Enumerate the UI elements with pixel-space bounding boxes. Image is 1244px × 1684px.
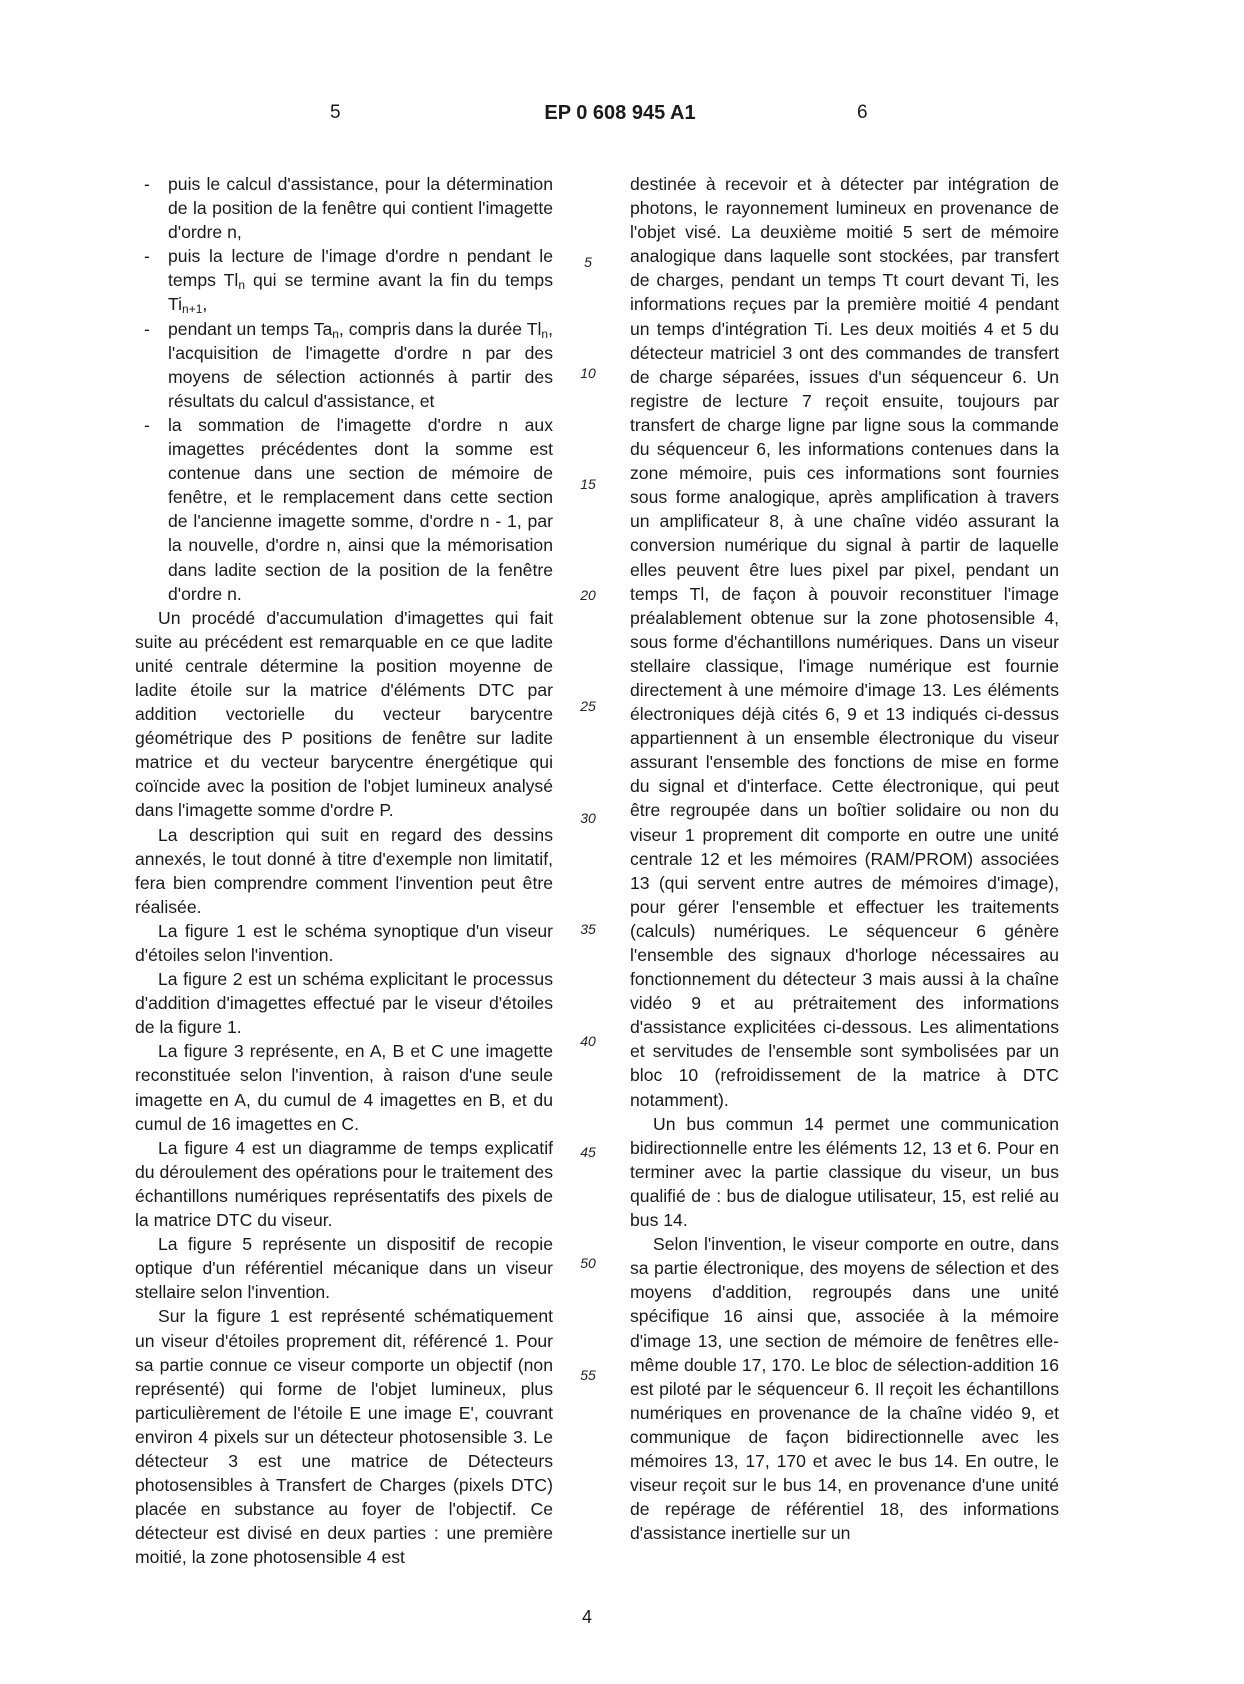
subscript: n+1 [182,302,203,317]
line-number: 10 [580,365,596,381]
header-left-page-number: 5 [330,102,341,123]
subscript: n [541,326,549,341]
paragraph: La figure 4 est un diagramme de temps explicatif du déroulement des opérations pour le traitement des échantillons numériques représentatifs des pixels de la matrice DTC du viseur. [135,1137,553,1231]
line-number: 35 [580,921,596,937]
list-item-text: qui se termine avant la fin du temps Ti [168,270,553,315]
list-item [135,413,553,606]
paragraph: Sur la figure 1 est représenté schématiquement un viseur d'étoiles proprement dit, référencé 1. Pour sa partie connue ce viseur comporte un objectif (non représenté) qui forme de l'objet lumineux, plus particulièrement de l'étoile E une image E', couvrant environ 4 pixels sur un détecteur photosensible 3. Le détecteur 3 est une matrice de Détecteurs photosensibles à Transfert de Charges (pixels DTC) placée en substance au foyer de l'objectif. Ce détecteur est divisé en deux parties : une première moitié, la zone photosensible 4 est [135,1306,553,1568]
list-item-text: , l'acquisition de l'imagette d'ordre n par des moyens de sélection actionnés à partir des résultats du calcul d'assistance, et [168,318,553,411]
paragraph: La figure 1 est le schéma synoptique d'un viseur d'étoiles selon l'invention. [135,920,553,965]
paragraph: Un procédé d'accumulation d'imagettes qui fait suite au précédent est remarquable en ce que ladite unité centrale détermine la position moyenne de ladite étoile sur la matrice d'éléments DTC par addition vectorielle du vecteur barycentre géométrique des P positions de fenêtre sur ladite matrice et du vecteur barycentre énergétique qui coïncide avec la position de l'objet lumineux analysé dans l'imagette somme d'ordre P. [135,607,553,821]
paragraph: La figure 2 est un schéma explicitant le processus d'addition d'imagettes effectué par le viseur d'étoiles de la figure 1. [135,969,553,1038]
paragraph: La figure 3 représente, en A, B et C une imagette reconstituée selon l'invention, à raison d'une seule imagette en A, du cumul de 4 imagettes en B, et du cumul de 16 imagettes en C. [135,1041,553,1134]
list-item [135,172,553,244]
bullet-dash: - [144,318,150,339]
left-column [135,172,553,1569]
header-right-page-number: 6 [857,102,868,123]
paragraph: Un bus commun 14 permet une communication bidirectionnelle entre les éléments 12, 13 et 6. Pour en terminer avec la partie classique du viseur, un bus qualifié de : bus de dialogue utilisateur, 15, est relié au bus 14. [630,1113,1059,1231]
bullet-dash: - [144,174,150,194]
line-number: 30 [580,810,596,826]
line-number: 5 [584,254,592,270]
right-column [630,172,1059,1545]
line-number: 50 [580,1255,596,1271]
line-number: 45 [580,1144,596,1160]
list-item-text: la sommation de l'imagette d'ordre n aux imagettes précédentes dont la somme est contenue dans une section de mémoire de fenêtre, et le remplacement dans cette section de l'ancienne imagette somme, d'ordre n - 1, par la nouvelle, d'ordre n, ainsi que la mémorisation dans ladite section de la position de la fenêtre d'ordre n. [168,414,553,604]
paragraph: La figure 5 représente un dispositif de recopie optique d'un référentiel mécanique dans un viseur stellaire selon l'invention. [135,1234,553,1303]
paragraph: La description qui suit en regard des dessins annexés, le tout donné à titre d'exemple non limitatif, fera bien comprendre comment l'invention peut être réalisée. [135,824,553,917]
paragraph: destinée à recevoir et à détecter par intégration de photons, le rayonnement lumineux en provenance de l'objet visé. La deuxième moitié 5 sert de mémoire analogique dans laquelle sont stockées, par transfert de charges, pendant un temps Tt court devant Ti, les informations reçues par la première moitié 4 pendant un temps d'intégration Ti. Les deux moitiés 4 et 5 du détecteur matriciel 3 ont des commandes de transfert de charge séparées, issues d'un séquenceur 6. Un registre de lecture 7 reçoit ensuite, toujours par transfert de charge ligne par ligne sous la commande du séquenceur 6, les informations contenues dans la zone mémoire, puis ces informations sont fournies sous forme analogique, après amplification à travers un amplificateur 8, à une chaîne vidéo assurant la conversion numérique du signal à partir de laquelle elles peuvent être lues pixel par pixel, pendant un temps Tl, de façon à pouvoir reconstituer l'image préalablement obtenue sur la zone photosensible 4, sous forme d'échantillons numériques. Dans un viseur stellaire classique, l'image numérique est fournie directement à une mémoire d'image 13. Les éléments électroniques déjà cités 6, 9 et 13 indiqués ci-dessus appartiennent à un ensemble électronique du viseur assurant l'ensemble des fonctions de mise en forme du signal et d'interface. Cette électronique, qui peut être regroupée dans un boîtier solidaire ou non du viseur 1 proprement dit comporte en outre une unité centrale 12 et les mémoires (RAM/PROM) associées 13 (qui servent entre autres de mémoires d'image), pour gérer l'ensemble et effectuer les traitements (calculs) numériques. Le séquenceur 6 génère l'ensemble des signaux d'horloge nécessaires au fonctionnement du détecteur 3 mais aussi à la chaîne vidéo 9 et au prétraitement des informations d'assistance explicitées ci-dessous. Les alimentations et servitudes de l'ensemble sont symbolisées par un bloc 10 (refroidissement de la matrice à DTC notamment). [630,174,1059,1110]
line-number: 20 [580,587,596,603]
list-item [135,244,553,316]
list-item-text: , [202,294,208,315]
line-number: 15 [580,476,596,492]
list-item-text: puis le calcul d'assistance, pour la détermination de la position de la fenêtre qui contient l'imagette d'ordre n, [168,174,553,243]
line-number: 25 [580,698,596,714]
bullet-dash: - [144,246,150,267]
subscript: n [332,326,339,341]
footer-page-number: 4 [581,1607,592,1627]
document-number-title: EP 0 608 945 A1 [544,102,696,124]
list-item-text: puis la lecture de l'image d'ordre n pendant le temps Tl [168,246,553,291]
bullet-dash: - [144,414,150,435]
subscript: n [238,278,245,293]
list-item [135,317,553,413]
line-number: 40 [580,1033,596,1049]
line-number: 55 [580,1367,596,1383]
list-item-text: pendant un temps Ta [168,318,333,339]
paragraph: Selon l'invention, le viseur comporte en outre, dans sa partie électronique, des moyens de sélection et des moyens d'addition, regroupés dans une unité spécifique 16 ainsi que, associée à la mémoire d'image 13, une section de mémoire de fenêtres elle-même double 17, 170. Le bloc de sélection-addition 16 est piloté par le séquenceur 6. Il reçoit les échantillons numériques en provenance de la chaîne vidéo 9, et communique de façon bidirectionnelle avec les mémoires 13, 17, 170 et avec le bus 14. En outre, le viseur reçoit sur le bus 14, en provenance d'une unité de repérage de référentiel 18, des informations d'assistance inertielle sur un [630,1234,1059,1544]
list-item-text: , compris dans la durée Tl [338,318,542,339]
